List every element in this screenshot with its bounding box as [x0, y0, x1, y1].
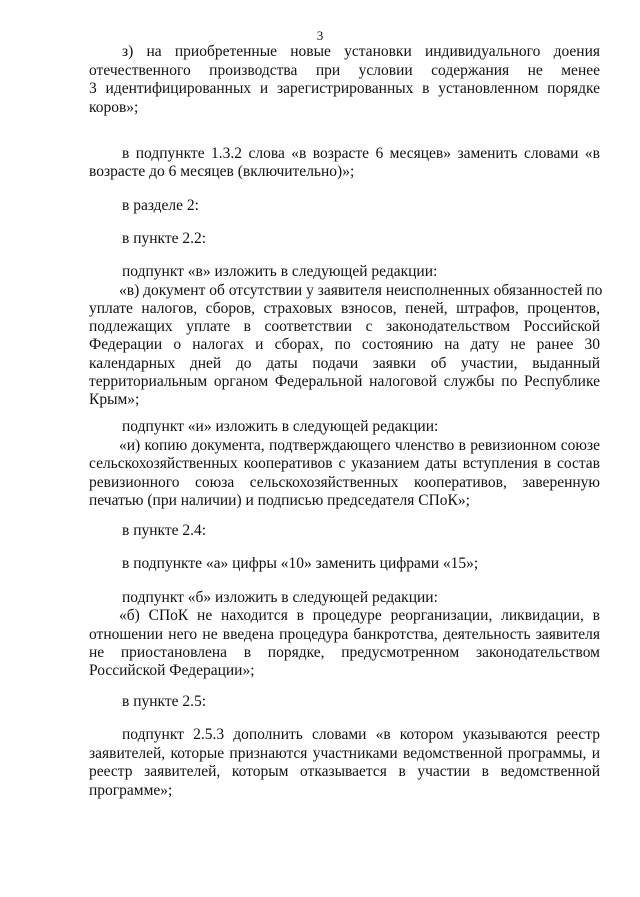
- text-line: Крым»;: [89, 391, 140, 408]
- text-line: в разделе 2:: [122, 197, 199, 214]
- text-line: «в) документ об отсутствии у заявителя неисполненных обязанностей по: [119, 282, 603, 299]
- text-line: в пункте 2.5:: [122, 693, 207, 710]
- text-line: программе»;: [89, 782, 173, 799]
- text-line: сельскохозяйственных кооперативов с указанием даты вступления в состав: [89, 455, 600, 472]
- text-line: уплате налогов, сборов, страховых взносов, пеней, штрафов, процентов,: [89, 300, 600, 317]
- text-line: «и) копию документа, подтверждающего членство в ревизионном союзе: [119, 437, 600, 454]
- text-line: 3 идентифицированных и зарегистрированных в установленном порядке: [89, 80, 600, 97]
- text-line: подпункт «б» изложить в следующей редакции:: [122, 589, 438, 606]
- text-line: подпункт 2.5.3 дополнить словами «в котором указываются реестр: [122, 726, 600, 743]
- text-line: подпункт «в» изложить в следующей редакции:: [122, 263, 438, 280]
- text-line: «б) СПоК не находится в процедуре реорганизации, ликвидации, в: [119, 607, 600, 624]
- text-line: Российской Федерации»;: [89, 662, 255, 679]
- text-line: в пункте 2.4:: [122, 522, 207, 539]
- text-line: отношении него не введена процедура банкротства, деятельность заявителя: [89, 626, 600, 643]
- text-line: ревизионного союза сельскохозяйственных кооперативов, заверенную: [89, 474, 600, 491]
- text-line: в подпункте «а» цифры «10» заменить цифрами «15»;: [122, 555, 479, 572]
- text-line: в подпункте 1.3.2 слова «в возрасте 6 месяцев» заменить словами «в: [122, 145, 600, 162]
- text-line: возрасте до 6 месяцев (включительно)»;: [89, 163, 355, 180]
- text-line: отечественного производства при условии содержания не менее: [89, 62, 600, 79]
- text-line: территориальным органом Федеральной налоговой службы по Республике: [89, 373, 600, 390]
- text-line: печатью (при наличии) и подписью председателя СПоК»;: [89, 492, 470, 509]
- text-line: не приостановлена в порядке, предусмотренном законодательством: [89, 644, 600, 661]
- text-line: коров»;: [89, 99, 139, 116]
- text-line: Федерации о налогах и сборах, по состоянию на дату не ранее 30: [89, 336, 600, 353]
- text-line: реестр заявителей, которым отказывается в участии в ведомственной: [89, 763, 600, 780]
- text-line: подпункт «и» изложить в следующей редакции:: [122, 418, 439, 435]
- text-line: заявителей, которые признаются участниками ведомственной программы, и: [89, 745, 600, 762]
- page-number: 3: [316, 28, 324, 43]
- text-line: подлежащих уплате в соответствии с законодательством Российской: [89, 318, 600, 335]
- text-line: з) на приобретенные новые установки индивидуального доения: [122, 43, 600, 60]
- text-line: календарных дней до даты подачи заявки об участии, выданный: [89, 355, 600, 372]
- text-line: в пункте 2.2:: [122, 230, 207, 247]
